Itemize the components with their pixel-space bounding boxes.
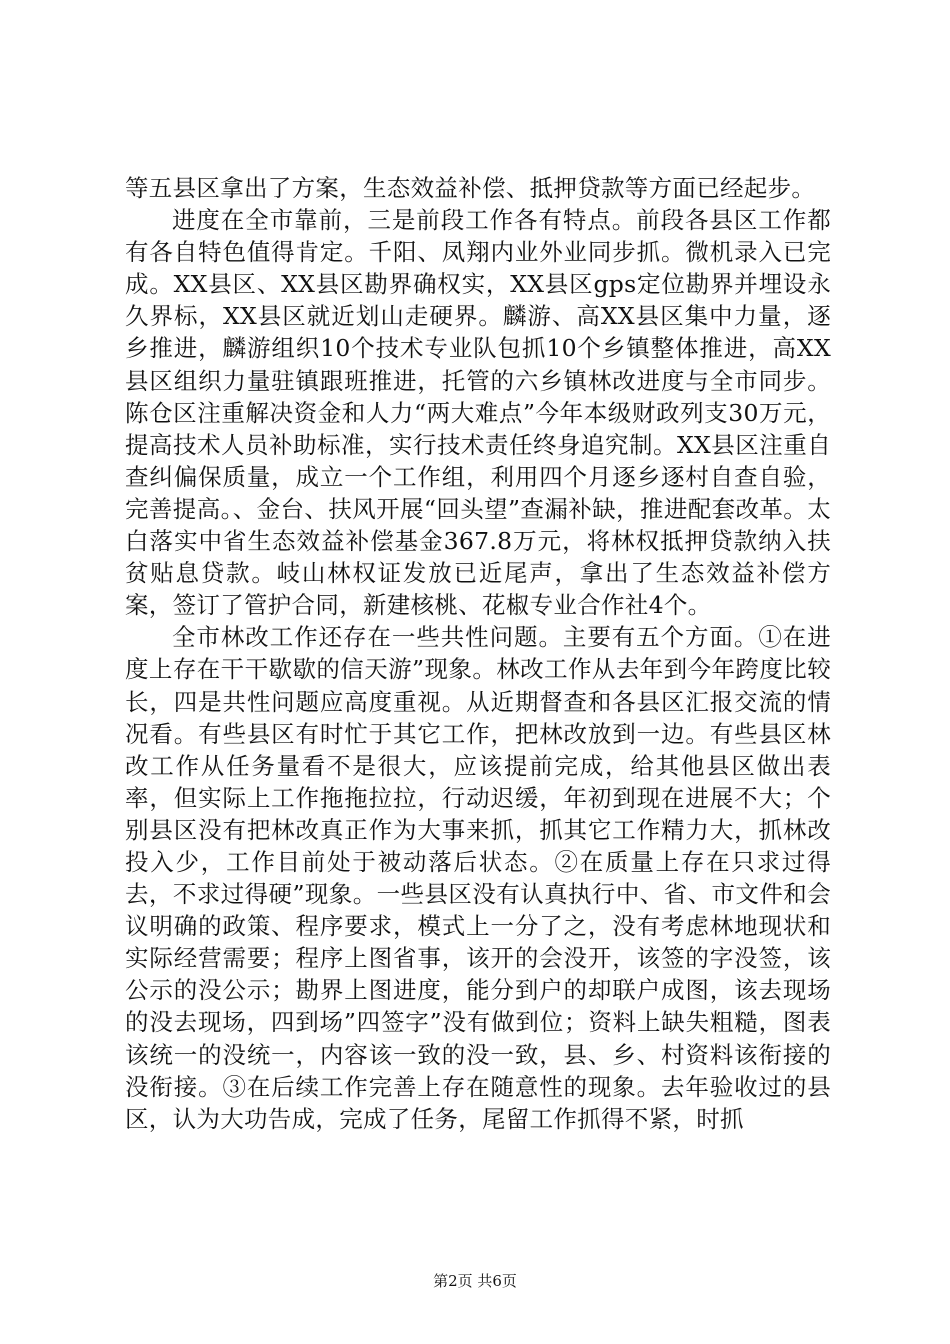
paragraph-3: 全市林改工作还存在一些共性问题。主要有五个方面。①在进度上存在干干歇歇的信天游”现象。林改工作从去年到今年跨度比较长，四是共性问题应高度重视。从近期督查和各县区汇报交流的情况看。有些县区有时忙于其它工作，把林改放到一边。有些县区林改工作从任务量看不是很大，应该提前完成，给其他县区做出表率，但实际上工作拖拖拉拉，行动迟缓，年初到现在进展不大；个别县区没有把林改真正作为大事来抓，抓其它工作精力大，抓林改投入少，工作目前处于被动落后状态。②在质量上存在只求过得去，不求过得硬”现象。一些县区没有认真执行中、省、市文件和会议明确的政策、程序要求，模式上一分了之，没有考虑林地现状和实际经营需要；程序上图省事，该开的会没开，该签的字没签，该公示的没公示；勘界上图进度，能分到户的却联户成图，该去现场的没去现场，四到场”四签字”没有做到位；资料上缺失粗糙，图表该统一的没统一，内容该一致的没一致，县、乡、村资料该衔接的没衔接。③在后续工作完善上存在随意性的现象。去年验收过的县区，认为大功告成，完成了任务，尾留工作抓得不紧，时抓 (125, 623, 831, 1133)
paragraph-2: 进度在全市靠前，三是前段工作各有特点。前段各县区工作都有各自特色值得肯定。千阳、凤翔内业外业同步抓。微机录入已完成。XX县区、XX县区勘界确权实，XX县区gps定位勘界并埋设永久界标，XX县区就近划山走硬界。麟游、高XX县区集中力量，逐乡推进，麟游组织10个技术专业队包抓10个乡镇整体推进，高XX县区组织力量驻镇跟班推进，托管的六乡镇林改进度与全市同步。陈仓区注重解决资金和人力“两大难点”今年本级财政列支30万元，提高技术人员补助标准，实行技术责任终身追究制。XX县区注重自查纠偏保质量，成立一个工作组，利用四个月逐乡逐村自查自验，完善提高。、金台、扶风开展“回头望”查漏补缺，推进配套改革。太白落实中省生态效益补偿基金367.8万元，将林权抵押贷款纳入扶贫贴息贷款。岐山林权证发放已近尾声，拿出了生态效益补偿方案，签订了管护合同，新建核桃、花椒专业合作社4个。 (125, 206, 831, 620)
document-body (125, 172, 831, 1135)
paragraph-1: 等五县区拿出了方案，生态效益补偿、抵押贷款等方面已经起步。 (125, 174, 816, 202)
page-number-footer: 第2页 共6页 (433, 1272, 517, 1290)
